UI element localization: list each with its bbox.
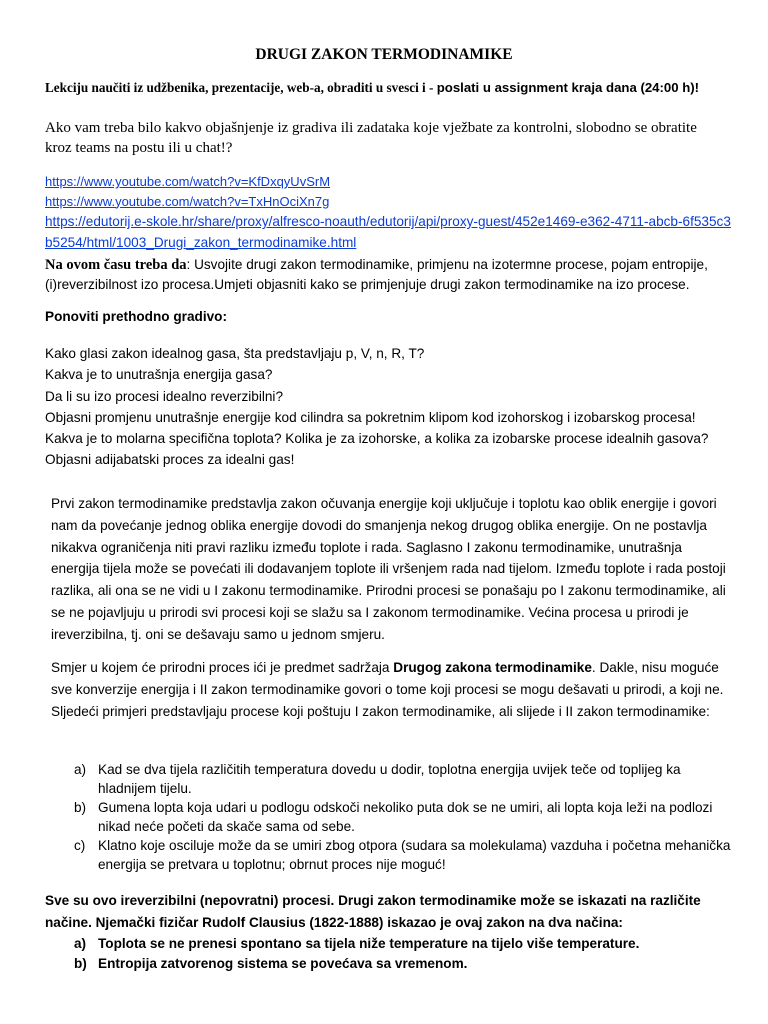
instruction-part-1: Lekciju naučiti iz udžbenika, prezentacije, web-a, obraditi u svesci i - <box>45 80 437 95</box>
instruction-part-2: poslati u assignment kraja dana (24:00 h)! <box>436 80 700 95</box>
clausius-statement: Toplota se ne prenesi spontano sa tijela niže temperature na tijelo više temperature. <box>98 936 640 951</box>
first-law-paragraph: Prvi zakon termodinamike predstavlja zakon očuvanja energije koji uključuje i toplotu kao oblik energije i govori nam da povećanje jednog oblika energije dovodi do smanjenja nekog drugog oblika energije. On ne postavlja nikakva ograničenja niti pravi razliku između toplote i rada. Saglasno I zakonu termodinamike, unutrašnja energija tijela može se povećati ili dodavanjem toplote ili vršenjem rada nad tijelom. Između toplote i rada postoji razlika, ali ona se ne vidi u I zakonu termodinamike. Prirodni procesi se ponašaju po I zakonu termodinamike, ali se ne pojavljuju u prirodi svi procesi koji se slažu sa I zakonom termodinamike. Većina procesa u prirodi je ireverzibilna, tj. oni se dešavaju samo u jednom smjeru. <box>51 496 726 642</box>
youtube-link-1[interactable]: https://www.youtube.com/watch?v=KfDxqyUvSrM <box>45 174 331 189</box>
conclusion-paragraph: Sve su ovo ireverzibilni (nepovratni) procesi. Drugi zakon termodinamike može se iskazati na različite načine. Njemački fizičar Rudolf Clausius (1822-1888) iskazao je ovaj zakon na dva načina: <box>45 893 701 930</box>
example-text: Kad se dva tijela različitih temperatura dovedu u dodir, toplotna energija uvijek teče od toplijeg ka hladnijem tijelu. <box>98 762 681 796</box>
list-marker: a) <box>74 936 87 951</box>
list-item <box>74 836 734 874</box>
lesson-goal <box>45 255 735 295</box>
list-item <box>74 798 734 836</box>
resource-links <box>45 172 735 253</box>
second-law-paragraph <box>51 657 731 722</box>
clausius-statements-list <box>74 934 734 974</box>
para2-text-start: Smjer u kojem će prirodni proces ići je predmet sadržaja <box>51 660 394 675</box>
goal-label: Na ovom času treba da <box>45 257 187 273</box>
review-question: Kako glasi zakon idealnog gasa, šta predstavljaju p, V, n, R, T? <box>45 346 425 361</box>
review-question: Objasni promjenu unutrašnje energije kod cilindra sa pokretnim klipom kod izohorskog i izobarskog procesa! <box>45 409 696 425</box>
list-item <box>74 760 734 798</box>
review-question: Objasni adijabatski proces za idealni gas! <box>45 452 295 468</box>
second-law-term: Drugog zakona termodinamike <box>393 660 592 675</box>
page-title: DRUGI ZAKON TERMODINAMIKE <box>255 46 513 63</box>
list-item <box>74 934 734 954</box>
example-text: Gumena lopta koja udari u podlogu odskoči nekoliko puta dok se ne umiri, ali lopta koja leži na podlozi nikad neće početi da skače sama od sebe. <box>98 800 713 834</box>
example-text: Klatno koje osciluje može da se umiri zbog otpora (sudara sa molekulama) vazduha i početna mehanička energija se pretvara u toplotnu; obrnut proces nije moguć! <box>98 838 731 872</box>
goal-text: : Usvojite drugi zakon termodinamike, primjenu na izotermne procese, pojam entropije, (i)reverzibilnost izo procesa.Umjeti objasniti kako se primjenjuje drugi zakon termodinamike na izo procese. <box>45 257 708 292</box>
list-marker: b) <box>74 956 87 971</box>
list-marker: a) <box>74 762 87 777</box>
intro-paragraph: Ako vam treba bilo kakvo objašnjenje iz gradiva ili zadataka koje vježbate za kontrolni, slobodno se obratite kroz teams na postu ili u chat!? <box>45 120 697 156</box>
clausius-statement: Entropija zatvorenog sistema se povećava sa vremenom. <box>98 956 468 971</box>
edutorij-link[interactable]: https://edutorij.e-skole.hr/share/proxy/alfresco-noauth/edutorij/api/proxy-guest/452e1469-e362-4711-abcb-6f535c3b5254/html/1003_Drugi_zakon_termodinamike.html <box>45 214 731 250</box>
examples-list <box>74 760 734 874</box>
para2-text-end: . Dakle, nisu moguće sve konverzije energija i II zakon termodinamike govori o tome koji procesi se mogu dešavati u prirodi, a koji ne. Sljedeći primjeri predstavljaju procese koji poštuju I zakon termodinamike, ali slijede i II zakon termodinamike: <box>51 660 724 719</box>
list-item <box>74 954 734 974</box>
youtube-link-2[interactable]: https://www.youtube.com/watch?v=TxHnOciXn7g <box>45 193 330 209</box>
review-question: Kakva je to molarna specifična toplota? Kolika je za izohorske, a kolika za izobarske procese idealnih gasova? <box>45 431 709 447</box>
list-marker: b) <box>74 800 87 815</box>
review-questions <box>45 343 745 471</box>
review-question: Kakva je to unutrašnja energija gasa? <box>45 367 273 383</box>
assignment-instruction <box>45 80 735 96</box>
review-heading: Ponoviti prethodno gradivo: <box>45 309 227 324</box>
review-question: Da li su izo procesi idealno reverzibilni? <box>45 388 284 404</box>
list-marker: c) <box>74 838 86 853</box>
